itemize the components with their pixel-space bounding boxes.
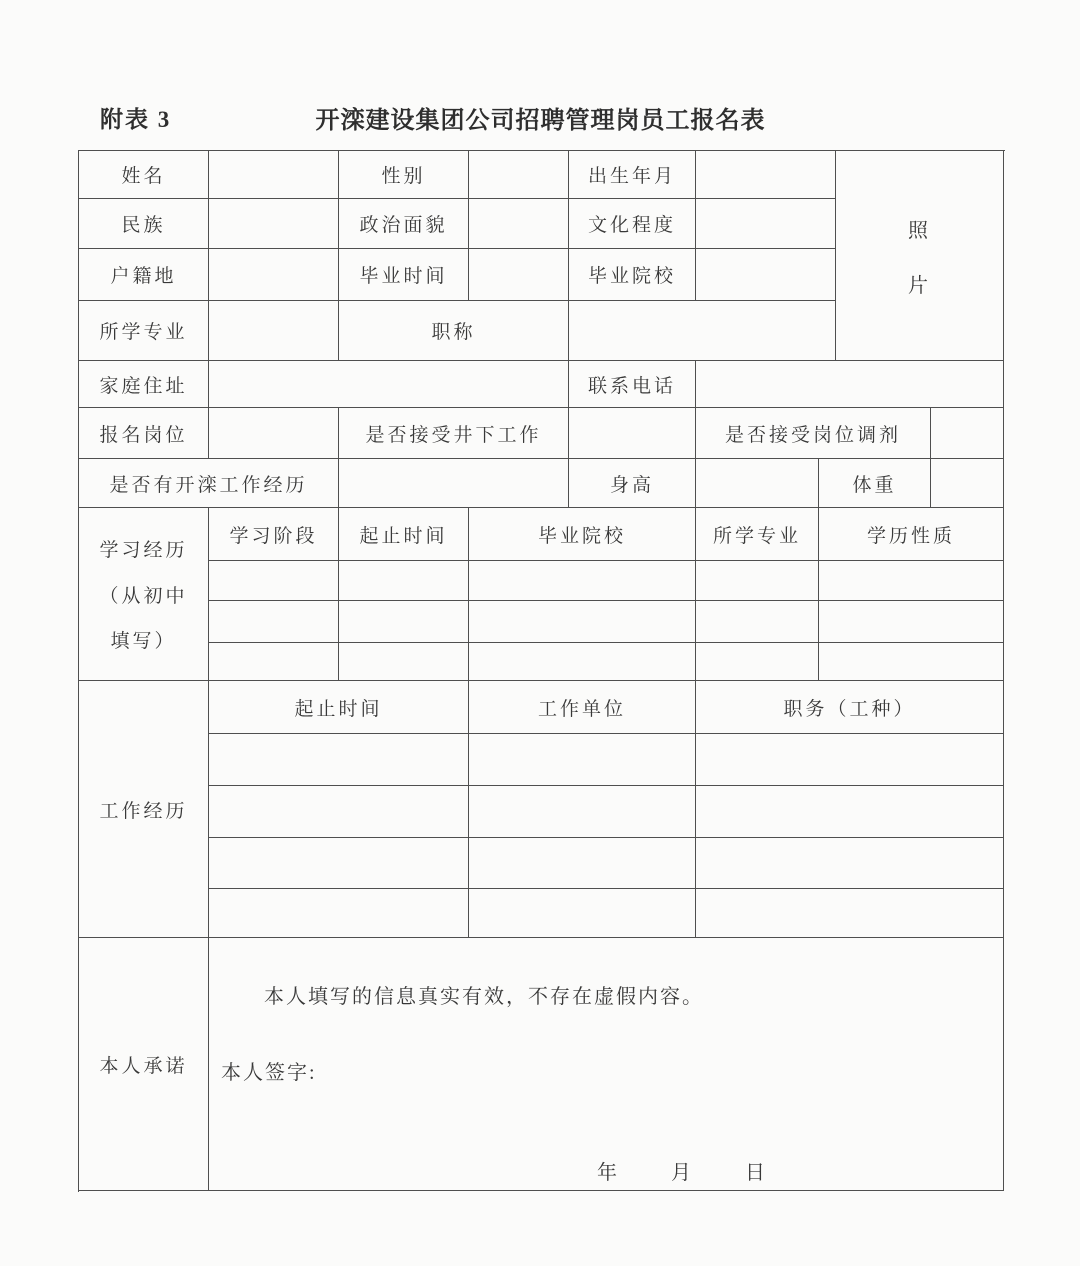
ethnicity-label: 民族 (79, 199, 209, 249)
applied-position-value-cell (209, 408, 339, 459)
political-status-label: 政治面貌 (339, 199, 469, 249)
study-header-school: 毕业院校 (469, 508, 696, 561)
study-row-major-cell (696, 643, 819, 681)
study-row-degree-type-cell (819, 561, 1004, 601)
position-adjustment-value-cell (931, 408, 1004, 459)
work-row-employer-cell (469, 786, 696, 838)
study-row-school-cell (469, 561, 696, 601)
month-label: 月 (671, 1162, 691, 1184)
study-label-line3: 填写） (110, 631, 177, 653)
name-value-cell (209, 151, 339, 199)
photo-cell (836, 151, 1004, 361)
study-row-major-cell (696, 601, 819, 643)
weight-value-cell (931, 459, 1004, 508)
day-label: 日 (745, 1162, 765, 1184)
study-row-school-cell (469, 643, 696, 681)
work-row-period-cell (209, 838, 469, 889)
study-header-major: 所学专业 (696, 508, 819, 561)
study-row-stage-cell (209, 601, 339, 643)
study-experience-label (79, 508, 209, 681)
birth-value-cell (696, 151, 836, 199)
study-row-major-cell (696, 561, 819, 601)
graduation-school-value-cell (696, 249, 836, 301)
phone-value-cell (696, 361, 1004, 408)
work-row-position-cell (696, 838, 1004, 889)
underground-work-label: 是否接受井下工作 (339, 408, 569, 459)
work-header-period: 起止时间 (209, 681, 469, 734)
study-row-period-cell (339, 643, 469, 681)
work-row-position-cell (696, 786, 1004, 838)
study-header-stage: 学习阶段 (209, 508, 339, 561)
work-row-employer-cell (469, 889, 696, 938)
work-row-period-cell (209, 889, 469, 938)
work-row-position-cell (696, 734, 1004, 786)
political-status-value-cell (469, 199, 569, 249)
gender-value-cell (469, 151, 569, 199)
study-row-stage-cell (209, 643, 339, 681)
work-row-period-cell (209, 734, 469, 786)
commitment-statement: 本人填写的信息真实有效，不存在虚假内容。 (264, 986, 704, 1008)
underground-work-value-cell (569, 408, 696, 459)
name-label: 姓名 (79, 151, 209, 199)
study-row-stage-cell (209, 561, 339, 601)
home-address-value-cell (209, 361, 569, 408)
graduation-school-label: 毕业院校 (569, 249, 696, 301)
weight-label: 体重 (819, 459, 931, 508)
graduation-time-label: 毕业时间 (339, 249, 469, 301)
home-address-label: 家庭住址 (79, 361, 209, 408)
birth-label: 出生年月 (569, 151, 696, 199)
photo-label-line2: 片 (908, 274, 931, 297)
work-row-position-cell (696, 889, 1004, 938)
study-header-degree-type: 学历性质 (819, 508, 1004, 561)
commitment-label: 本人承诺 (79, 938, 209, 1191)
graduation-time-value-cell (469, 249, 569, 301)
major-label: 所学专业 (79, 301, 209, 361)
education-level-value-cell (696, 199, 836, 249)
gender-label: 性别 (339, 151, 469, 199)
residence-label: 户籍地 (79, 249, 209, 301)
phone-label: 联系电话 (569, 361, 696, 408)
appendix-tag: 附表 3 (100, 107, 172, 132)
education-level-label: 文化程度 (569, 199, 696, 249)
study-row-degree-type-cell (819, 643, 1004, 681)
signature-label: 本人签字: (221, 1062, 317, 1084)
date-line (597, 1156, 765, 1185)
commitment-content-cell (209, 938, 1004, 1191)
height-label: 身高 (569, 459, 696, 508)
kailuan-experience-label: 是否有开滦工作经历 (79, 459, 339, 508)
study-header-period: 起止时间 (339, 508, 469, 561)
work-experience-label: 工作经历 (79, 681, 209, 938)
professional-title-label: 职称 (339, 301, 569, 361)
study-row-period-cell (339, 561, 469, 601)
work-header-employer: 工作单位 (469, 681, 696, 734)
photo-label-line1: 照 (908, 219, 931, 242)
study-label-line1: 学习经历 (99, 539, 188, 561)
ethnicity-value-cell (209, 199, 339, 249)
position-adjustment-label: 是否接受岗位调剂 (696, 408, 931, 459)
major-value-cell (209, 301, 339, 361)
year-label: 年 (597, 1162, 617, 1184)
work-row-employer-cell (469, 734, 696, 786)
kailuan-experience-value-cell (339, 459, 569, 508)
height-value-cell (696, 459, 819, 508)
work-row-employer-cell (469, 838, 696, 889)
study-row-school-cell (469, 601, 696, 643)
residence-value-cell (209, 249, 339, 301)
study-row-degree-type-cell (819, 601, 1004, 643)
study-row-period-cell (339, 601, 469, 643)
page-title: 开滦建设集团公司招聘管理岗员工报名表 (315, 108, 766, 134)
professional-title-value-cell (569, 301, 836, 361)
study-label-line2: （从初中 (99, 585, 188, 607)
work-header-position: 职务（工种） (696, 681, 1004, 734)
registration-form-table (78, 150, 1005, 1192)
work-row-period-cell (209, 786, 469, 838)
applied-position-label: 报名岗位 (79, 408, 209, 459)
